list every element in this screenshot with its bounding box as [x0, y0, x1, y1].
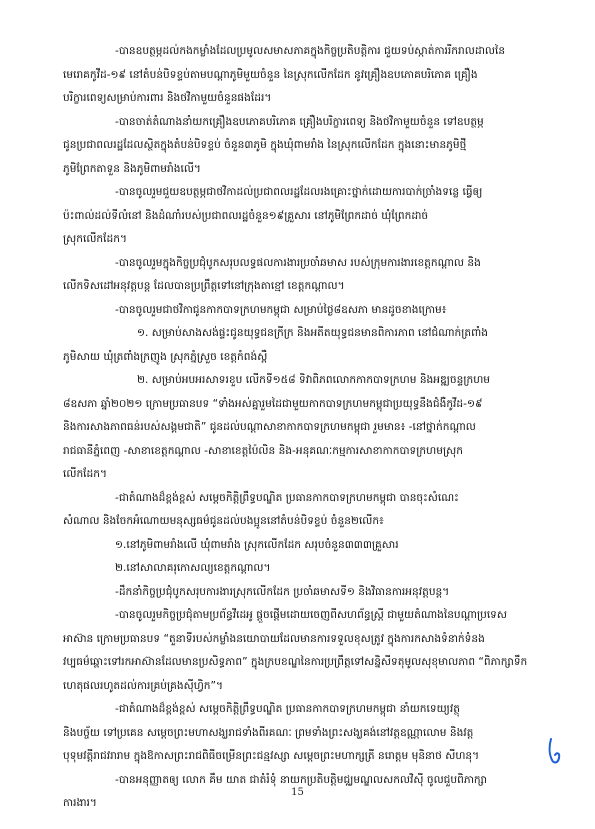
text-line: និងបច្ច័យ ទៅប្រគេន សម្តេចព្រះមហាសង្ឃរាជទាំងពីរគណៈ ព្រមទាំងព្រះសង្ឃគង់នៅវត្តឧណ្ណាលោម និងវត្ត	[63, 726, 474, 739]
text-line: ១.នៅភូមិពាមរាំងលើ ឃុំពាមរាំង ស្រុកលើកដែក សរុបចំនួន៣៣៣គ្រួសារ	[115, 538, 399, 551]
text-line: លើកដែក។	[63, 468, 107, 480]
text-line: -បានអនុញ្ញាតឲ្យ លោក គឹម យាត ជាតំរំទុំ នាយកប្រតិបត្តិមជ្ឈមណ្ឌលសកលវិស៊ី ចូលជួបពិភាក្សា	[115, 773, 487, 786]
text-line: -ដឹកនាំកិច្ចប្រជុំបូកសរុបការងារស្រុកលើកដែក ប្រចាំឆមាសទី១ និងវិធានការអនុវត្តបន្ត។	[115, 585, 450, 598]
text-line: មេរោគកូវីដ-១៩ នៅតំបន់បិទខ្ទប់តាមបណ្តាភូមិមួយចំនួន នៃស្រុកលើកដែក នូវគ្រឿងឧបភោគបរិភោគ គ្រឿង	[63, 68, 478, 81]
text-line: -បានចាត់តំណាងនាំយកគ្រឿងឧបភោគបរិភោគ គ្រឿងបរិក្ខារពេទ្យ និងថវិកាមួយចំនួន ទៅឧបត្ថម្ភ	[115, 115, 484, 128]
text-line: ស្រុកលើកដែក។	[63, 233, 127, 245]
text-line: -បានចូលរួមជាថវិកាជូនកាកបាទក្រហមកម្ពុជា សម្រាប់ថ្ងៃ៨ឧសភា មានដូចខាងក្រោម៖	[115, 303, 447, 316]
text-line: ៨ឧសភា ឆ្នាំ២០២១ ក្រោមប្រធានបទ “ទាំងអស់គ្នារួមដៃជាមួយកាកបាទក្រហមកម្ពុជាប្រយុទ្ធនឹងជំងឺកូវីដ-១៩	[63, 397, 483, 410]
text-line: ១. សម្រាប់សាងសង់ផ្ទះជូនយុទ្ធជនក្រីក្រ និងអតីតយុទ្ធជនមានពិការភាព នៅជំណាក់ត្រពាំង	[137, 327, 488, 339]
text-line: ភូមិព្រែកតាទួន និងភូមិពាមរាំងលើ។	[63, 162, 201, 175]
text-line: -បានចូលរួមកិច្ចប្រជុំតាមប្រព័ន្ធវីដេអូ ផ្តួចផ្តើមដោយចេញពីសហព័ន្ធស្ត្រី ជាមួយតំណាងនៃបណ្តាប្រទេស	[115, 609, 507, 621]
text-line: -ជាតំណាងដ៏ខ្ពង់ខ្ពស់ សម្តេចកិត្តិព្រឹទ្ធបណ្ឌិត ប្រធានកាកបាទក្រហមកម្ពុជា បានចុះសំណេះ	[115, 491, 459, 504]
text-line: ភូមិសាយ ឃុំត្រពាំងក្រញូង ស្រុកភ្នំស្រួច ខេត្តកំពង់ស្ពឺ	[63, 350, 268, 363]
text-line: រាជធានីភ្នំពេញ -សាខាខេត្តកណ្តាល -សាខាខេត្តប៉ៃលិន និង-អនុគណៈកម្មការសាខាកាកបាទក្រហមស្រុក	[63, 444, 463, 457]
text-line: លើកទិសដៅអនុវត្តបន្ត ដែលបានប្រព្រឹត្តទៅនៅក្រុងតាខ្មៅ ខេត្តកណ្តាល។	[63, 280, 345, 292]
text-line: និងការសាងភាពធន់របស់សង្គមជាតិ” ជូនដល់បណ្តាសាខាកាកបាទក្រហមកម្ពុជា រួមមាន៖ -នៅថ្នាក់កណ្តាល	[63, 421, 476, 433]
text-line: វប្បធម៌ឆ្ពោះទៅរកអាស៊ានដែលមានប្រសិទ្ធភាព” ក្នុងក្របខណ្ឌនៃការប្រព្រឹត្តទៅសន្និសីទតុមូលសុខុមាលភាព “ពិភាក្សាទឹក	[63, 656, 528, 668]
handwritten-mark	[545, 736, 565, 766]
text-line: បរិក្ខារពេទ្យសម្រាប់ការពារ និងថវិកាមួយចំនួនផងដែរ។	[63, 92, 272, 104]
text-line: ២. សម្រាប់អបអរសាទរខួប លើកទី១៥៨ ទិវាពិភពលោកកាកបាទក្រហម និងអឌ្ឍចន្ទក្រហម	[137, 374, 491, 386]
text-line: អាស៊ាន ក្រោមប្រធានបទ “តួនាទីរបស់កម្លាំងនយោបាយដែលមានការទទួលខុសត្រូវ ក្នុងការកសាងទំនាក់ទំនង	[63, 632, 485, 645]
handwritten-stroke	[550, 739, 560, 762]
text-line: -បានចូលរួមក្នុងកិច្ចប្រជុំបូកសរុបលទ្ធផលការងារប្រចាំឆមាស របស់ក្រុមការងារខេត្តកណ្តាល និង	[115, 256, 481, 269]
text-line: ជូនប្រជាពលរដ្ឋដែលស្ថិតក្នុងតំបន់បិទខ្ទប់ ចំនួន៣ភូមិ ក្នុងឃុំពាមរាំង នៃស្រុកលើកដែក ក្នុងនោះមានភូមិថ្មី	[63, 139, 467, 151]
body-text	[63, 40, 541, 816]
text-line: -បានចូលរួមជួយឧបត្ថម្ភជាថវិកាដល់ប្រជាពលរដ្ឋដែលរងគ្រោះថ្នាក់ដោយការបាក់ច្រាំងទន្លេ ធ្វើឲ្យ	[115, 186, 483, 198]
text-line: -ជាតំណាងដ៏ខ្ពង់ខ្ពស់ សម្តេចកិត្តិព្រឹទ្ធបណ្ឌិត ប្រធានកាកបាទក្រហមកម្ពុជា នាំយកទេយ្យវត្ថុ	[115, 703, 460, 715]
text-line: ២.នៅសាលាគរុកោសល្យខេត្តកណ្តាល។	[115, 562, 271, 574]
text-line: បុទុមវត្តីរាជវរារាម ក្នុងឱកាសព្រះរាជពិធីចម្រើនព្រះជន្មវស្សា សម្តេចព្រះមហាក្សត្រី នរោត្តម មុនិនាថ សីហនុ។	[63, 750, 480, 762]
text-line: ប៉ះពាល់ដល់ទីលំនៅ និងដំណាំរបស់ប្រជាពលរដ្ឋចំនួន១៩គ្រួសារ នៅភូមិព្រែកដាច់ ឃុំព្រែកដាច់	[63, 209, 429, 222]
text-line: -បានឧបត្ថម្ភដល់កងកម្លាំងដែលប្រមូលសមាសភាគក្នុងកិច្ចប្រតិបត្តិការ ជួយទប់ស្កាត់ការរីករាលដាលនៃ	[115, 45, 506, 57]
text-line: សំណាល និងចែកអំណោយមនុស្សធម៌ជូនដល់បងប្អូននៅតំបន់បិទខ្ទប់ ចំនួន២លើក៖	[63, 515, 384, 527]
text-line: ការងារ។	[63, 797, 97, 809]
text-line: ហេតុផលរហូតដល់ការគ្រប់គ្រងស៊ីហ្វិក”។	[63, 679, 223, 692]
page-number: 15	[291, 787, 304, 798]
